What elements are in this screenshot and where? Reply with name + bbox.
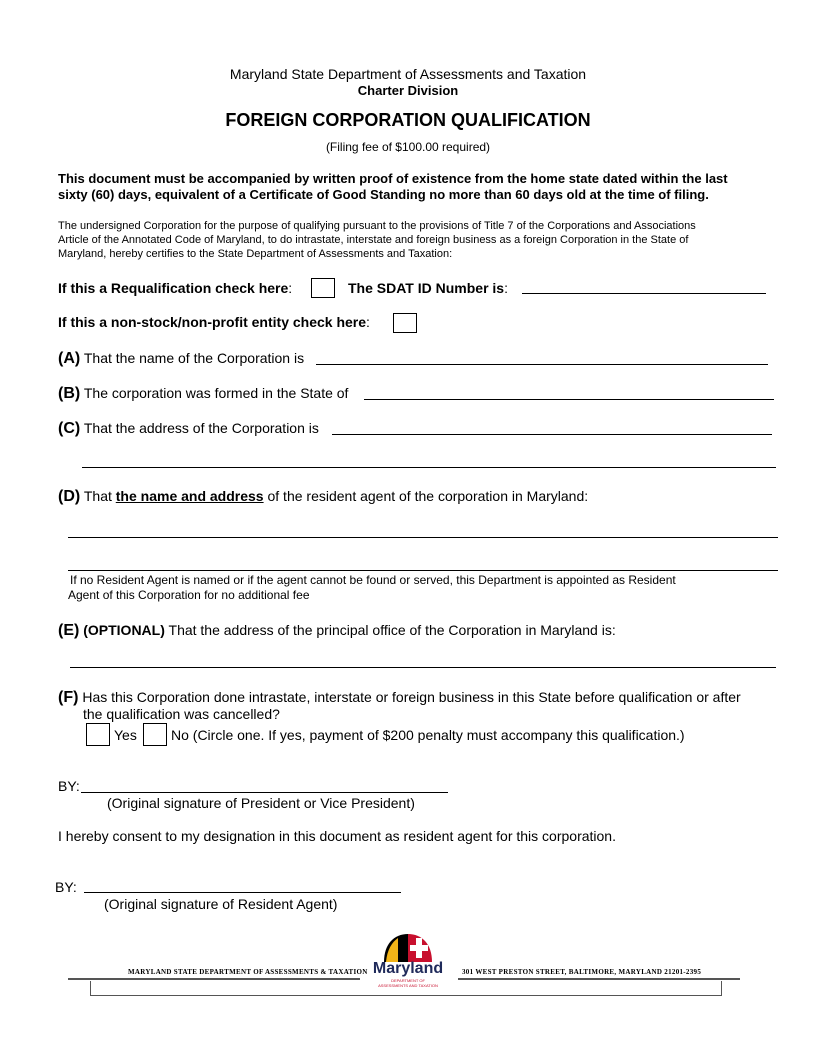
president-signature-caption: (Original signature of President or Vice President) — [107, 795, 415, 811]
item-b-marker: (B) — [58, 385, 81, 402]
sdat-id-field[interactable] — [522, 293, 766, 294]
logo-subtitle — [364, 978, 452, 988]
item-c-text: That the address of the Corporation is — [83, 420, 319, 436]
logo-wordmark: Maryland — [372, 960, 444, 977]
item-e-optional: (OPTIONAL) — [83, 622, 165, 638]
item-f-line-2: the qualification was cancelled? — [83, 706, 280, 722]
corporation-address-field[interactable] — [332, 434, 772, 435]
by-label-1: BY: — [58, 778, 80, 794]
resident-agent-note-line-2: Agent of this Corporation for no additional fee — [68, 588, 310, 602]
logo-subtitle-2: ASSESSMENTS AND TAXATION — [378, 983, 438, 988]
item-e — [58, 622, 616, 640]
fee-note: (Filing fee of $100.00 required) — [325, 140, 491, 154]
item-c-marker: (C) — [58, 420, 81, 437]
nonstock-checkbox[interactable] — [393, 313, 417, 333]
nonstock-colon: : — [366, 314, 370, 330]
sdat-label: The SDAT ID Number is — [348, 280, 505, 296]
item-d-text-pre: That — [83, 488, 112, 504]
item-d-text-post: of the resident agent of the corporation in Maryland: — [267, 488, 589, 504]
page-title: FOREIGN CORPORATION QUALIFICATION — [225, 110, 591, 130]
sdat-colon: : — [504, 280, 508, 296]
principal-office-field[interactable] — [70, 667, 776, 668]
agency-name: Maryland State Department of Assessments and Taxation — [229, 66, 587, 82]
intro-line-1: The undersigned Corporation for the purpose of qualifying pursuant to the provisions of Title 7 of the Corporations and Associations — [58, 220, 696, 232]
state-of-formation-field[interactable] — [364, 399, 774, 400]
division-name: Charter Division — [357, 83, 459, 98]
sdat-row — [348, 280, 508, 296]
corporation-address-field-2[interactable] — [82, 467, 776, 468]
logo-subtitle-1: DEPARTMENT OF — [391, 978, 425, 983]
item-b — [58, 385, 348, 403]
president-signature-field[interactable] — [81, 792, 448, 793]
item-b-text: The corporation was formed in the State of — [83, 385, 349, 401]
item-e-text: That the address of the principal office of the Corporation in Maryland is: — [168, 622, 616, 638]
item-a — [58, 350, 304, 368]
requalification-colon: : — [288, 280, 293, 296]
item-f-line-1: Has this Corporation done intrastate, interstate or foreign business in this State before qualification or after — [82, 689, 741, 705]
requalification-label: If this a Requalification check here — [58, 280, 289, 296]
notice-line-1: This document must be accompanied by written proof of existence from the home state dated within the last — [58, 171, 728, 186]
footer-address: 301 WEST PRESTON STREET, BALTIMORE, MARYLAND 21201-2395 — [462, 968, 702, 976]
item-e-marker: (E) — [58, 622, 80, 639]
nonstock-label: If this a non-stock/non-profit entity check here — [58, 314, 367, 330]
requalification-row — [58, 280, 292, 296]
by-label-2: BY: — [55, 879, 77, 895]
resident-agent-field-1[interactable] — [68, 537, 778, 538]
no-label: No (Circle one. If yes, payment of $200 penalty must accompany this qualification.) — [171, 727, 685, 743]
item-f — [58, 689, 741, 707]
requalification-checkbox[interactable] — [311, 278, 335, 298]
item-d — [58, 488, 588, 506]
intro-line-2: Article of the Annotated Code of Maryland, to do intrastate, interstate and foreign business as a foreign Corporation in the State of — [58, 234, 689, 246]
flag-cross-horizontal — [410, 945, 428, 951]
intro-line-3: Maryland, hereby certifies to the State Department of Assessments and Taxation: — [58, 248, 453, 260]
item-d-marker: (D) — [58, 488, 81, 505]
item-c — [58, 420, 319, 438]
yes-checkbox[interactable] — [86, 723, 110, 746]
item-a-text: That the name of the Corporation is — [83, 350, 305, 366]
footer-rule-right — [458, 978, 740, 980]
resident-agent-field-2[interactable] — [68, 570, 778, 571]
yes-label: Yes — [114, 727, 137, 743]
footer-rule-left — [68, 978, 360, 980]
nonstock-row — [58, 314, 370, 330]
item-f-marker: (F) — [58, 689, 79, 706]
resident-agent-note-line-1: If no Resident Agent is named or if the agent cannot be found or served, this Department is appointed as Resident — [70, 573, 676, 587]
resident-agent-signature-field[interactable] — [84, 892, 401, 893]
consent-statement: I hereby consent to my designation in this document as resident agent for this corporation. — [58, 828, 616, 844]
notice-line-2: sixty (60) days, equivalent of a Certificate of Good Standing no more than 60 days old at the time of filing. — [58, 187, 709, 202]
resident-agent-signature-caption: (Original signature of Resident Agent) — [104, 896, 338, 912]
corporation-name-field[interactable] — [316, 364, 768, 365]
item-d-underlined: the name and address — [115, 488, 264, 504]
no-checkbox[interactable] — [143, 723, 167, 746]
footer-agency: MARYLAND STATE DEPARTMENT OF ASSESSMENTS & TAXATION — [128, 968, 368, 976]
item-a-marker: (A) — [58, 350, 81, 367]
